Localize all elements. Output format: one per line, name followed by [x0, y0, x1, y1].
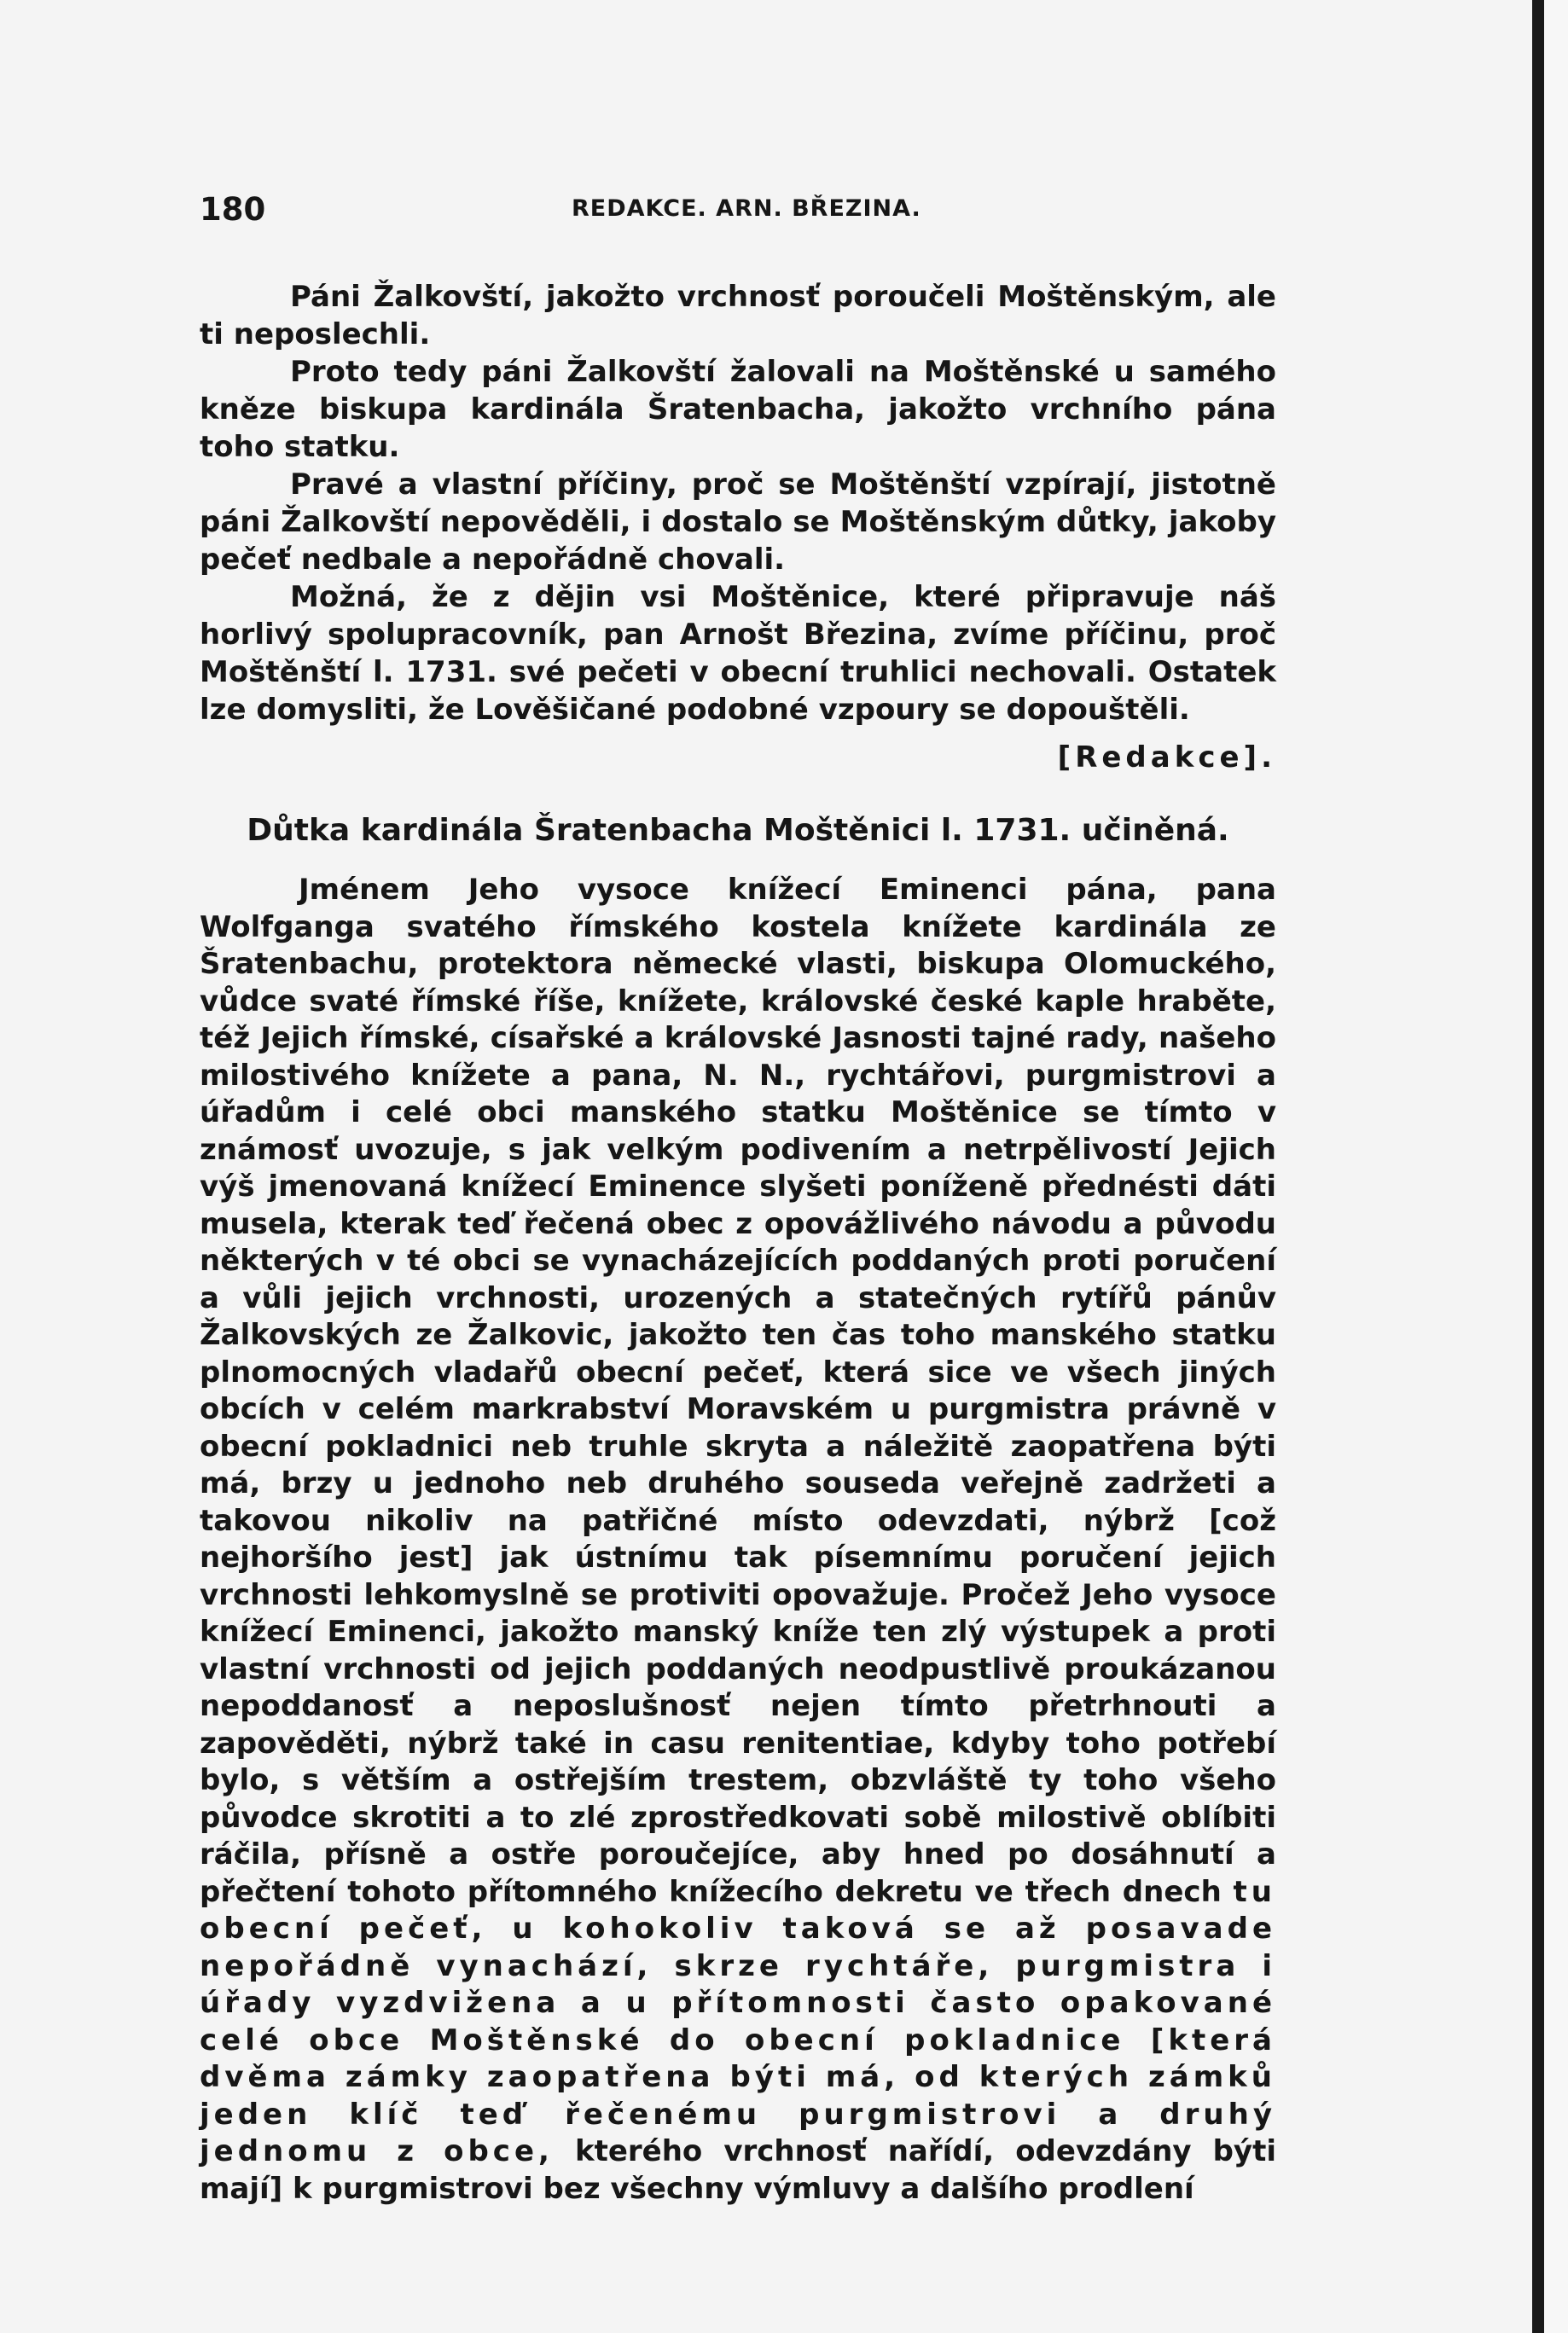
page-number: 180	[200, 191, 266, 228]
page-body	[200, 278, 1276, 2208]
page-margin	[1544, 0, 1568, 2333]
decree-text-normal: Jménem Jeho vysoce knížecí Eminenci pána, pana Wolfganga svatého římského kostela knížete kardinála ze Šratenbachu, protektora německé vlasti, biskupa Olomuckého, vůdce svaté římské říše, knížete, královské české kaple hraběte, též Jejich římské, císařské a královské Jasnosti tajné rady, našeho milostivého knížete a pana, N. N., rychtářovi, purgmistrovi a úřadům i celé obci manského statku Moštěnice se tímto v známosť uvozuje, s jak velkým podivením a netrpělivostí Jejich výš jmenovaná knížecí Eminence slyšeti poníženě přednésti dáti musela, kterak teď řečená obec z opovážlivého návodu a původu některých v té obci se vynacházejících poddaných proti poručení a vůli jejich vrchnosti, urozených a statečných rytířů pánův Žalkovských ze Žalkovic, jakožto ten čas toho manského statku plnomocných vladařů obecní pečeť, která sice ve všech jiných obcích v celém markrabství Moravském u purgmistra právně v obecní pokladnici neb truhle skryta a náležitě zaopatřena býti má, brzy u jednoho neb druhého souseda veřejně zadržeti a takovou nikoliv na patřičné místo odevzdati, nýbrž [což nejhoršího jest] jak ústnímu tak písemnímu poručení jejich vrchnosti lehkomyslně se protiviti opovažuje. Pročež Jeho vysoce knížecí Eminenci, jakožto manský kníže ten zlý výstupek a proti vlastní vrchnosti od jejich poddaných neodpustlivě proukázanou nepoddanosť a neposlušnosť nejen tímto přetrhnouti a zapověděti, nýbrž také in casu renitentiae, kdyby toho potřebí bylo, s větším a ostřejším trestem, obzvláště ty toho všeho původce skrotiti a to zlé zprostředkovati sobě milostivě oblíbiti ráčila, přísně a ostře poroučejíce, aby hned po dosáhnutí a přečtení tohoto přítomného knížecího dekretu ve třech dnech	[200, 873, 1276, 1909]
intro-paragraph: Proto tedy páni Žalkovští žalovali na Moštěnské u samého kněze biskupa kardinála Šratenbacha, jakožto vrchního pána toho statku.	[200, 355, 1276, 464]
page-binding-edge	[1532, 0, 1544, 2333]
decree-text-emphasized: tu obecní pečeť, u kohokoliv taková se až posavade nepořádně vynachází, skrze rychtáře, purgmistra i úřady vyzdvižena a u přítomnosti často opakované celé obce Moštěnské do obecní pokladnice [která dvěma zámky zaopatřena býti má, od kterých zámků jeden klíč teď řečenému purgmistrovi a druhý jednomu z obce,	[200, 1874, 1277, 2168]
running-head: REDAKCE. ARN. BŘEZINA.	[572, 195, 921, 222]
section-heading: Důtka kardinála Šratenbacha Moštěnici l. 1731. učiněná.	[247, 813, 1229, 848]
intro-paragraph: Pravé a vlastní příčiny, proč se Moštěnští vzpírají, jistotně páni Žalkovští nepověděli, i dostalo se Moštěnským důtky, jakoby pečeť nedbale a nepořádně chovali.	[200, 467, 1276, 577]
decree-text	[200, 872, 1276, 2208]
editor-signature: [Redakce].	[1057, 740, 1276, 775]
intro-paragraph: Páni Žalkovští, jakožto vrchnosť poroučeli Moštěnským, ale ti neposlechli.	[200, 280, 1276, 351]
decree-text-tail: kterého vrchnosť nařídí, odevzdány býti mají] k purgmistrovi bez všechny výmluvy a dalšího prodlení	[200, 2134, 1276, 2206]
intro-paragraph: Možná, že z dějin vsi Moštěnice, které připravuje náš horlivý spolupracovník, pan Arnošt Březina, zvíme příčinu, proč Moštěnští l. 1731. své pečeti v obecní truhlici nechovali. Ostatek lze domysliti, že Lověšičané podobné vzpoury se dopouštěli.	[200, 580, 1276, 727]
